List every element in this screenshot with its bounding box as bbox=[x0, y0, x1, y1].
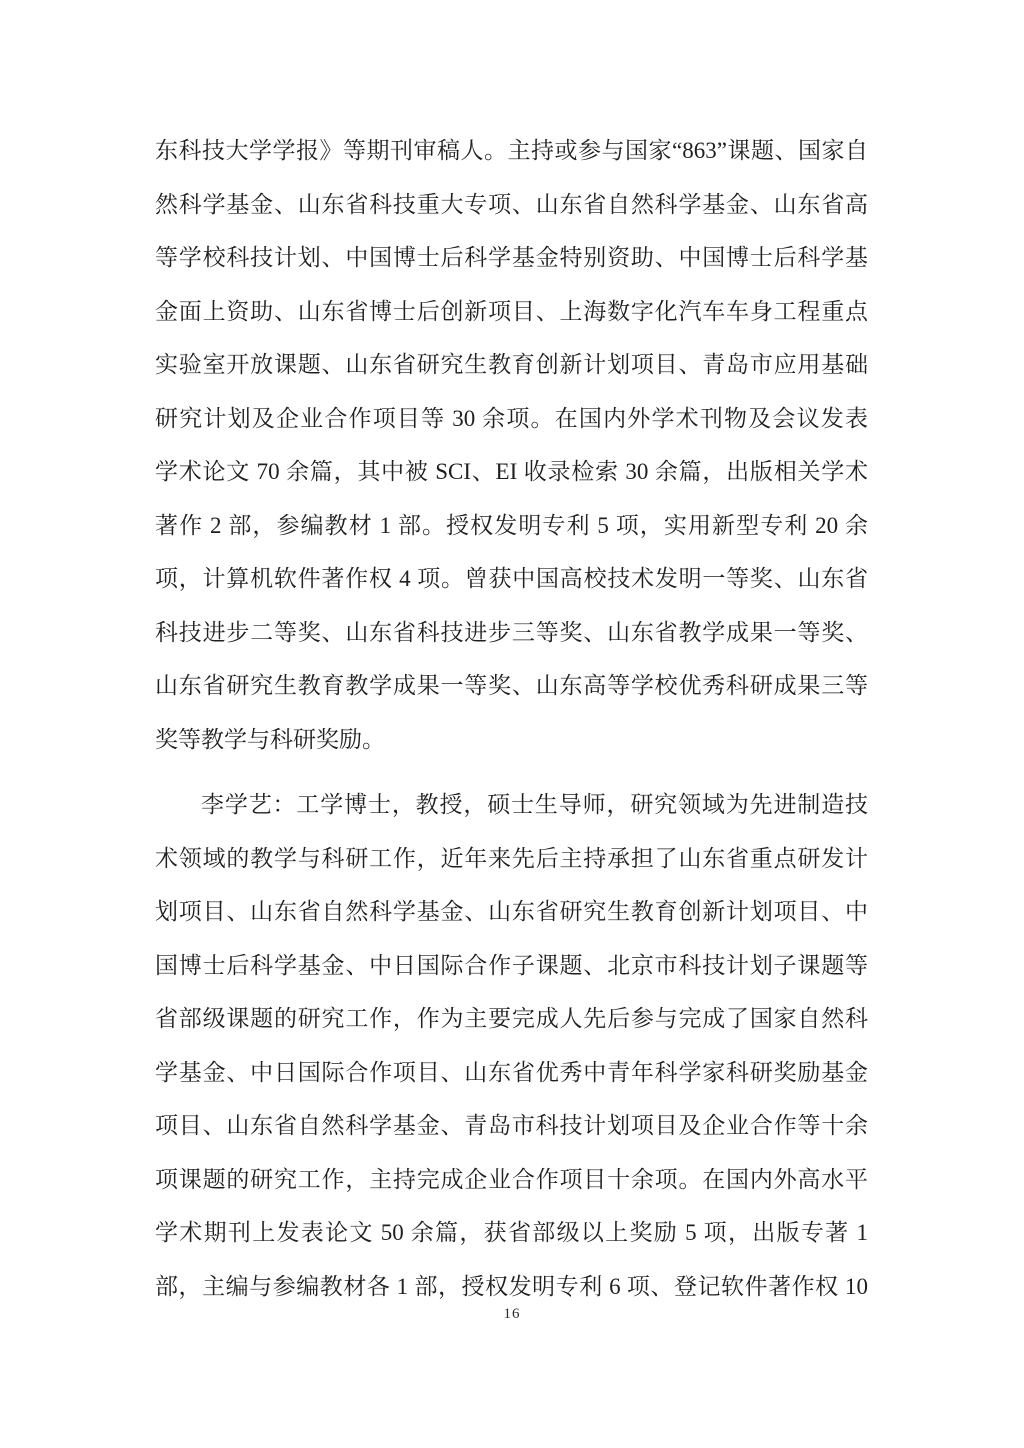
paragraph bbox=[155, 124, 868, 766]
text-line: 金面上资助、山东省博士后创新项目、上海数字化汽车车身工程重点 bbox=[155, 298, 868, 324]
text-line: 奖等教学与科研奖励。 bbox=[155, 726, 385, 752]
page-number: 16 bbox=[503, 1306, 521, 1322]
text-line: 学术论文 70 余篇，其中被 SCI、EI 收录检索 30 余篇，出版相关学术 bbox=[155, 459, 868, 484]
text-line: 等学校科技计划、中国博士后科学基金特别资助、中国博士后科学基 bbox=[155, 245, 868, 270]
text-line: 然科学基金、山东省科技重大专项、山东省自然科学基金、山东省高 bbox=[155, 191, 868, 217]
text-line: 山东省研究生教育教学成果一等奖、山东高等学校优秀科研成果三等 bbox=[155, 673, 868, 698]
text-block bbox=[155, 124, 868, 1313]
text-line: 实验室开放课题、山东省研究生教育创新计划项目、青岛市应用基础 bbox=[155, 352, 868, 377]
text-line: 部，主编与参编教材各 1 部，授权发明专利 6 项、登记软件著作权 10 bbox=[155, 1273, 868, 1299]
text-line: 划项目、山东省自然科学基金、山东省研究生教育创新计划项目、中 bbox=[155, 899, 868, 924]
text-line: 项，计算机软件著作权 4 项。曾获中国高校技术发明一等奖、山东省 bbox=[155, 566, 868, 591]
text-line: 科技进步二等奖、山东省科技进步三等奖、山东省教学成果一等奖、 bbox=[155, 619, 868, 645]
text-line: 研究计划及企业合作项目等 30 余项。在国内外学术刊物及会议发表 bbox=[155, 405, 868, 431]
text-line: 东科技大学学报》等期刊审稿人。主持或参与国家“863”课题、国家自 bbox=[155, 138, 868, 163]
text-line: 项课题的研究工作，主持完成企业合作项目十余项。在国内外高水平 bbox=[155, 1166, 868, 1192]
text-line: 学术期刊上发表论文 50 余篇，获省部级以上奖励 5 项，出版专著 1 bbox=[155, 1220, 868, 1245]
text-line: 李学艺：工学博士，教授，硕士生导师，研究领域为先进制造技 bbox=[201, 792, 868, 817]
paragraph bbox=[155, 778, 868, 1313]
text-line: 省部级课题的研究工作，作为主要完成人先后参与完成了国家自然科 bbox=[155, 1006, 868, 1031]
text-line: 项目、山东省自然科学基金、青岛市科技计划项目及企业合作等十余 bbox=[155, 1113, 868, 1138]
text-line: 著作 2 部，参编教材 1 部。授权发明专利 5 项，实用新型专利 20 余 bbox=[155, 512, 868, 538]
text-line: 术领域的教学与科研工作，近年来先后主持承担了山东省重点研发计 bbox=[155, 845, 868, 871]
text-line: 国博士后科学基金、中日国际合作子课题、北京市科技计划子课题等 bbox=[155, 952, 868, 978]
text-line: 学基金、中日国际合作项目、山东省优秀中青年科学家科研奖励基金 bbox=[155, 1059, 868, 1085]
